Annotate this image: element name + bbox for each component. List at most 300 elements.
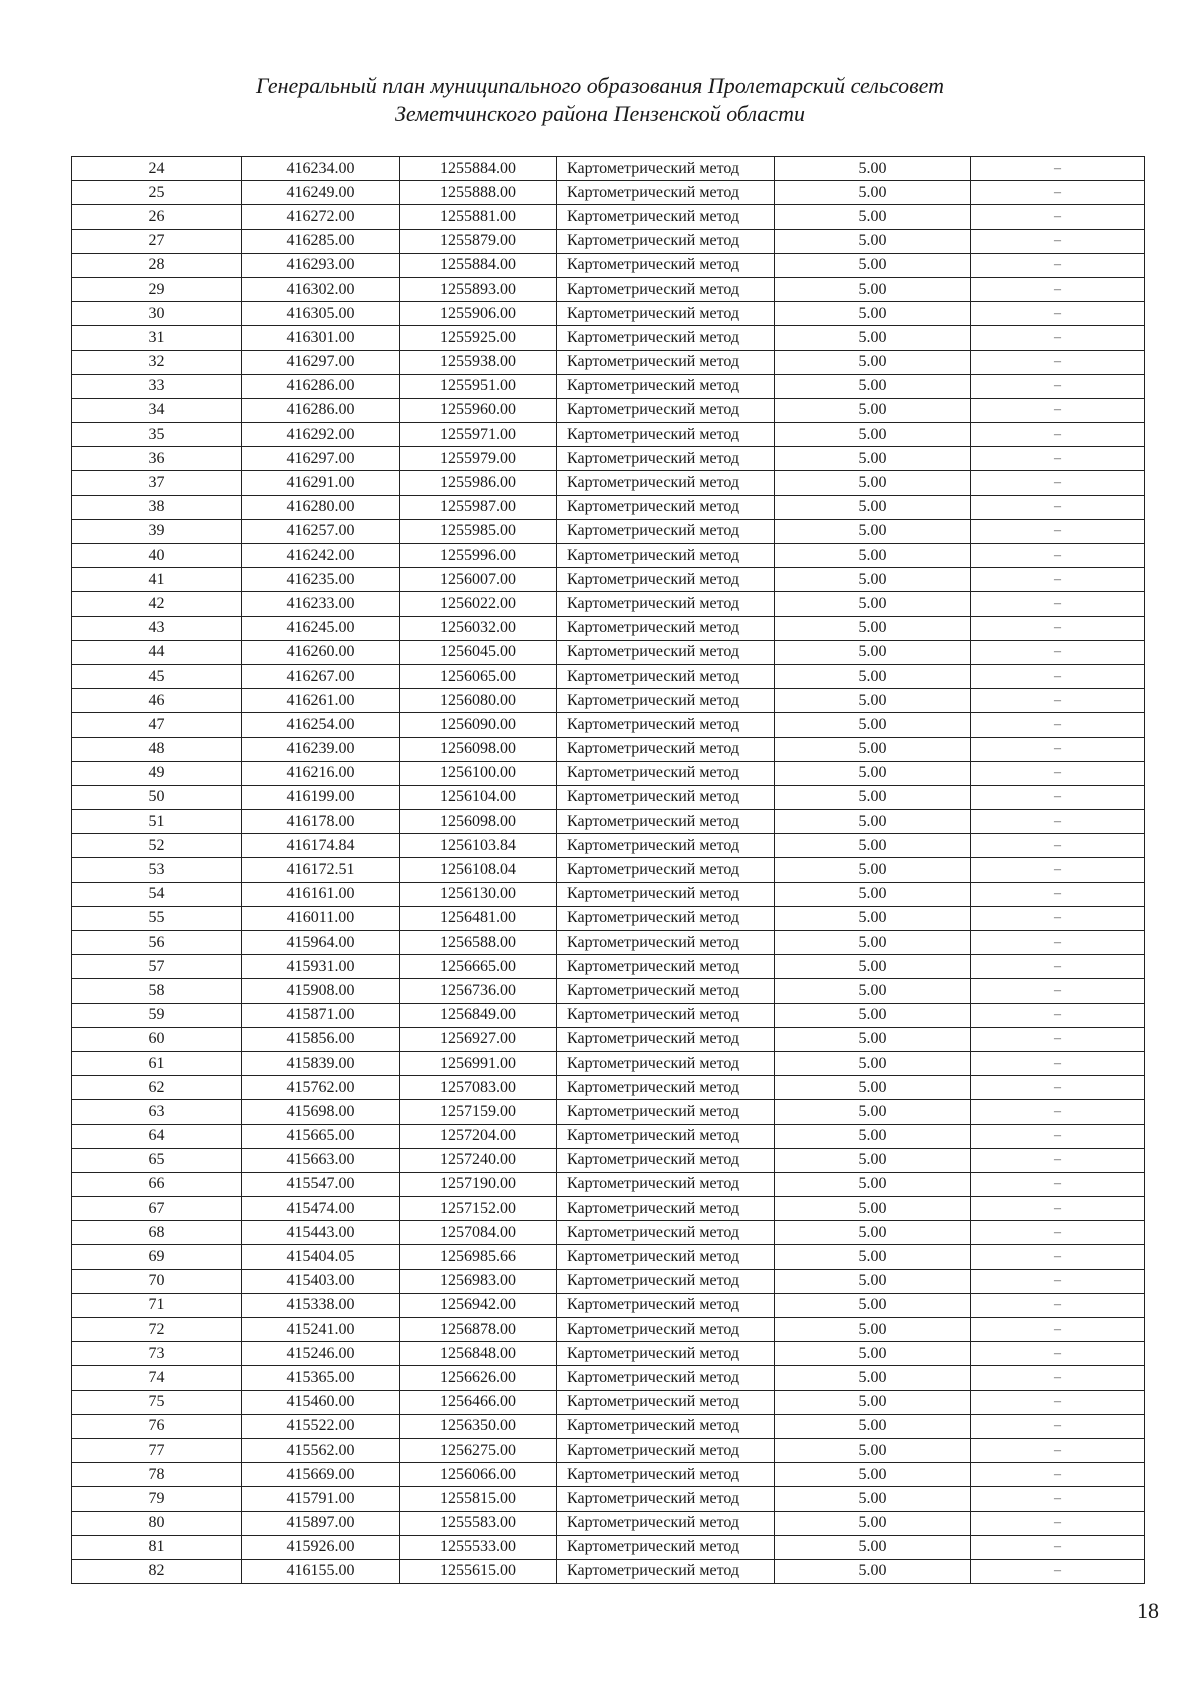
accuracy-cell: 5.00 [775, 1245, 971, 1269]
method-cell: Картометрический метод [557, 1148, 775, 1172]
table-row [72, 1438, 1145, 1462]
method-cell: Картометрический метод [557, 1366, 775, 1390]
method-cell: Картометрический метод [557, 350, 775, 374]
accuracy-cell: 5.00 [775, 398, 971, 422]
table-row [72, 906, 1145, 930]
description-cell: – [971, 882, 1145, 906]
point-number-cell: 33 [72, 374, 242, 398]
y-coordinate-cell: 1256927.00 [400, 1027, 557, 1051]
x-coordinate-cell: 416291.00 [242, 471, 400, 495]
y-coordinate-cell: 1255884.00 [400, 157, 557, 181]
table-row [72, 810, 1145, 834]
method-cell: Картометрический метод [557, 519, 775, 543]
x-coordinate-cell: 415246.00 [242, 1342, 400, 1366]
coordinates-table-body [72, 157, 1145, 1584]
description-cell: – [971, 374, 1145, 398]
table-row [72, 326, 1145, 350]
description-cell: – [971, 229, 1145, 253]
method-cell: Картометрический метод [557, 229, 775, 253]
table-row [72, 1269, 1145, 1293]
description-cell: – [971, 326, 1145, 350]
table-row [72, 1487, 1145, 1511]
y-coordinate-cell: 1255583.00 [400, 1511, 557, 1535]
point-number-cell: 43 [72, 616, 242, 640]
table-row [72, 568, 1145, 592]
x-coordinate-cell: 416293.00 [242, 253, 400, 277]
method-cell: Картометрический метод [557, 689, 775, 713]
table-row [72, 1051, 1145, 1075]
x-coordinate-cell: 415698.00 [242, 1100, 400, 1124]
y-coordinate-cell: 1256080.00 [400, 689, 557, 713]
table-row [72, 1559, 1145, 1583]
accuracy-cell: 5.00 [775, 592, 971, 616]
table-row [72, 1172, 1145, 1196]
description-cell: – [971, 1511, 1145, 1535]
method-cell: Картометрический метод [557, 1414, 775, 1438]
point-number-cell: 27 [72, 229, 242, 253]
x-coordinate-cell: 415460.00 [242, 1390, 400, 1414]
description-cell: – [971, 447, 1145, 471]
description-cell: – [971, 423, 1145, 447]
y-coordinate-cell: 1256849.00 [400, 1003, 557, 1027]
table-row [72, 205, 1145, 229]
method-cell: Картометрический метод [557, 447, 775, 471]
accuracy-cell: 5.00 [775, 834, 971, 858]
method-cell: Картометрический метод [557, 834, 775, 858]
accuracy-cell: 5.00 [775, 471, 971, 495]
x-coordinate-cell: 416199.00 [242, 785, 400, 809]
x-coordinate-cell: 416301.00 [242, 326, 400, 350]
description-cell: – [971, 1535, 1145, 1559]
table-row [72, 447, 1145, 471]
table-row [72, 1463, 1145, 1487]
description-cell: – [971, 640, 1145, 664]
accuracy-cell: 5.00 [775, 277, 971, 301]
point-number-cell: 76 [72, 1414, 242, 1438]
accuracy-cell: 5.00 [775, 785, 971, 809]
description-cell: – [971, 253, 1145, 277]
description-cell: – [971, 1221, 1145, 1245]
point-number-cell: 38 [72, 495, 242, 519]
description-cell: – [971, 689, 1145, 713]
accuracy-cell: 5.00 [775, 640, 971, 664]
x-coordinate-cell: 415839.00 [242, 1051, 400, 1075]
accuracy-cell: 5.00 [775, 519, 971, 543]
y-coordinate-cell: 1256350.00 [400, 1414, 557, 1438]
accuracy-cell: 5.00 [775, 495, 971, 519]
method-cell: Картометрический метод [557, 1293, 775, 1317]
x-coordinate-cell: 415404.05 [242, 1245, 400, 1269]
x-coordinate-cell: 416155.00 [242, 1559, 400, 1583]
point-number-cell: 78 [72, 1463, 242, 1487]
method-cell: Картометрический метод [557, 1027, 775, 1051]
accuracy-cell: 5.00 [775, 955, 971, 979]
point-number-cell: 47 [72, 713, 242, 737]
table-row [72, 1100, 1145, 1124]
point-number-cell: 25 [72, 181, 242, 205]
x-coordinate-cell: 415791.00 [242, 1487, 400, 1511]
method-cell: Картометрический метод [557, 374, 775, 398]
point-number-cell: 37 [72, 471, 242, 495]
y-coordinate-cell: 1256104.00 [400, 785, 557, 809]
accuracy-cell: 5.00 [775, 205, 971, 229]
method-cell: Картометрический метод [557, 1197, 775, 1221]
accuracy-cell: 5.00 [775, 544, 971, 568]
x-coordinate-cell: 416245.00 [242, 616, 400, 640]
description-cell: – [971, 1463, 1145, 1487]
description-cell: – [971, 181, 1145, 205]
table-row [72, 1076, 1145, 1100]
method-cell: Картометрический метод [557, 398, 775, 422]
table-row [72, 229, 1145, 253]
accuracy-cell: 5.00 [775, 1390, 971, 1414]
point-number-cell: 51 [72, 810, 242, 834]
y-coordinate-cell: 1255960.00 [400, 398, 557, 422]
x-coordinate-cell: 416297.00 [242, 350, 400, 374]
point-number-cell: 36 [72, 447, 242, 471]
point-number-cell: 39 [72, 519, 242, 543]
method-cell: Картометрический метод [557, 157, 775, 181]
point-number-cell: 30 [72, 302, 242, 326]
x-coordinate-cell: 416286.00 [242, 398, 400, 422]
x-coordinate-cell: 415663.00 [242, 1148, 400, 1172]
description-cell: – [971, 1559, 1145, 1583]
point-number-cell: 75 [72, 1390, 242, 1414]
method-cell: Картометрический метод [557, 592, 775, 616]
point-number-cell: 58 [72, 979, 242, 1003]
accuracy-cell: 5.00 [775, 568, 971, 592]
accuracy-cell: 5.00 [775, 1559, 971, 1583]
point-number-cell: 29 [72, 277, 242, 301]
method-cell: Картометрический метод [557, 906, 775, 930]
y-coordinate-cell: 1257159.00 [400, 1100, 557, 1124]
table-row [72, 592, 1145, 616]
x-coordinate-cell: 416249.00 [242, 181, 400, 205]
description-cell: – [971, 664, 1145, 688]
x-coordinate-cell: 415665.00 [242, 1124, 400, 1148]
method-cell: Картометрический метод [557, 616, 775, 640]
accuracy-cell: 5.00 [775, 1221, 971, 1245]
accuracy-cell: 5.00 [775, 350, 971, 374]
table-row [72, 664, 1145, 688]
accuracy-cell: 5.00 [775, 1269, 971, 1293]
method-cell: Картометрический метод [557, 181, 775, 205]
x-coordinate-cell: 415403.00 [242, 1269, 400, 1293]
accuracy-cell: 5.00 [775, 1318, 971, 1342]
x-coordinate-cell: 415522.00 [242, 1414, 400, 1438]
description-cell: – [971, 979, 1145, 1003]
accuracy-cell: 5.00 [775, 1366, 971, 1390]
table-row [72, 1221, 1145, 1245]
y-coordinate-cell: 1255533.00 [400, 1535, 557, 1559]
description-cell: – [971, 834, 1145, 858]
x-coordinate-cell: 416285.00 [242, 229, 400, 253]
y-coordinate-cell: 1255893.00 [400, 277, 557, 301]
method-cell: Картометрический метод [557, 568, 775, 592]
description-cell: – [971, 495, 1145, 519]
point-number-cell: 44 [72, 640, 242, 664]
x-coordinate-cell: 416161.00 [242, 882, 400, 906]
table-row [72, 1318, 1145, 1342]
table-row [72, 350, 1145, 374]
method-cell: Картометрический метод [557, 302, 775, 326]
x-coordinate-cell: 415964.00 [242, 931, 400, 955]
accuracy-cell: 5.00 [775, 737, 971, 761]
point-number-cell: 68 [72, 1221, 242, 1245]
description-cell: – [971, 398, 1145, 422]
table-row [72, 979, 1145, 1003]
accuracy-cell: 5.00 [775, 229, 971, 253]
table-row [72, 253, 1145, 277]
point-number-cell: 79 [72, 1487, 242, 1511]
y-coordinate-cell: 1256588.00 [400, 931, 557, 955]
point-number-cell: 53 [72, 858, 242, 882]
y-coordinate-cell: 1256942.00 [400, 1293, 557, 1317]
table-row [72, 931, 1145, 955]
method-cell: Картометрический метод [557, 326, 775, 350]
point-number-cell: 72 [72, 1318, 242, 1342]
point-number-cell: 63 [72, 1100, 242, 1124]
y-coordinate-cell: 1255979.00 [400, 447, 557, 471]
accuracy-cell: 5.00 [775, 157, 971, 181]
description-cell: – [971, 1148, 1145, 1172]
point-number-cell: 74 [72, 1366, 242, 1390]
method-cell: Картометрический метод [557, 495, 775, 519]
accuracy-cell: 5.00 [775, 713, 971, 737]
accuracy-cell: 5.00 [775, 1511, 971, 1535]
y-coordinate-cell: 1255906.00 [400, 302, 557, 326]
header-line-1: Генеральный план муниципального образования Пролетарский сельсовет [255, 73, 944, 98]
y-coordinate-cell: 1256275.00 [400, 1438, 557, 1462]
accuracy-cell: 5.00 [775, 1124, 971, 1148]
y-coordinate-cell: 1255884.00 [400, 253, 557, 277]
accuracy-cell: 5.00 [775, 616, 971, 640]
point-number-cell: 61 [72, 1051, 242, 1075]
x-coordinate-cell: 415908.00 [242, 979, 400, 1003]
table-row [72, 398, 1145, 422]
description-cell: – [971, 955, 1145, 979]
table-row [72, 374, 1145, 398]
method-cell: Картометрический метод [557, 664, 775, 688]
point-number-cell: 77 [72, 1438, 242, 1462]
accuracy-cell: 5.00 [775, 1197, 971, 1221]
accuracy-cell: 5.00 [775, 374, 971, 398]
table-row [72, 544, 1145, 568]
x-coordinate-cell: 415897.00 [242, 1511, 400, 1535]
y-coordinate-cell: 1256481.00 [400, 906, 557, 930]
description-cell: – [971, 519, 1145, 543]
accuracy-cell: 5.00 [775, 906, 971, 930]
x-coordinate-cell: 416280.00 [242, 495, 400, 519]
y-coordinate-cell: 1256108.04 [400, 858, 557, 882]
table-row [72, 1511, 1145, 1535]
description-cell: – [971, 1003, 1145, 1027]
method-cell: Картометрический метод [557, 1463, 775, 1487]
accuracy-cell: 5.00 [775, 689, 971, 713]
y-coordinate-cell: 1256665.00 [400, 955, 557, 979]
method-cell: Картометрический метод [557, 277, 775, 301]
y-coordinate-cell: 1257204.00 [400, 1124, 557, 1148]
x-coordinate-cell: 416302.00 [242, 277, 400, 301]
y-coordinate-cell: 1255971.00 [400, 423, 557, 447]
description-cell: – [971, 1124, 1145, 1148]
method-cell: Картометрический метод [557, 1511, 775, 1535]
point-number-cell: 48 [72, 737, 242, 761]
accuracy-cell: 5.00 [775, 326, 971, 350]
method-cell: Картометрический метод [557, 1535, 775, 1559]
table-row [72, 1124, 1145, 1148]
y-coordinate-cell: 1256022.00 [400, 592, 557, 616]
x-coordinate-cell: 415931.00 [242, 955, 400, 979]
description-cell: – [971, 1293, 1145, 1317]
description-cell: – [971, 737, 1145, 761]
point-number-cell: 67 [72, 1197, 242, 1221]
x-coordinate-cell: 416178.00 [242, 810, 400, 834]
description-cell: – [971, 1366, 1145, 1390]
description-cell: – [971, 471, 1145, 495]
description-cell: – [971, 1100, 1145, 1124]
y-coordinate-cell: 1256130.00 [400, 882, 557, 906]
description-cell: – [971, 1390, 1145, 1414]
accuracy-cell: 5.00 [775, 664, 971, 688]
y-coordinate-cell: 1256103.84 [400, 834, 557, 858]
x-coordinate-cell: 415547.00 [242, 1172, 400, 1196]
point-number-cell: 40 [72, 544, 242, 568]
point-number-cell: 35 [72, 423, 242, 447]
table-row [72, 761, 1145, 785]
accuracy-cell: 5.00 [775, 1414, 971, 1438]
table-row [72, 785, 1145, 809]
method-cell: Картометрический метод [557, 471, 775, 495]
accuracy-cell: 5.00 [775, 1148, 971, 1172]
table-row [72, 858, 1145, 882]
accuracy-cell: 5.00 [775, 1100, 971, 1124]
point-number-cell: 32 [72, 350, 242, 374]
x-coordinate-cell: 416297.00 [242, 447, 400, 471]
description-cell: – [971, 1076, 1145, 1100]
description-cell: – [971, 1438, 1145, 1462]
method-cell: Картометрический метод [557, 423, 775, 447]
point-number-cell: 24 [72, 157, 242, 181]
y-coordinate-cell: 1256736.00 [400, 979, 557, 1003]
description-cell: – [971, 350, 1145, 374]
x-coordinate-cell: 416260.00 [242, 640, 400, 664]
table-row [72, 1197, 1145, 1221]
point-number-cell: 60 [72, 1027, 242, 1051]
description-cell: – [971, 785, 1145, 809]
table-row [72, 1148, 1145, 1172]
description-cell: – [971, 277, 1145, 301]
description-cell: – [971, 906, 1145, 930]
table-row [72, 1414, 1145, 1438]
description-cell: – [971, 713, 1145, 737]
accuracy-cell: 5.00 [775, 1438, 971, 1462]
table-row [72, 882, 1145, 906]
method-cell: Картометрический метод [557, 640, 775, 664]
y-coordinate-cell: 1255987.00 [400, 495, 557, 519]
x-coordinate-cell: 416239.00 [242, 737, 400, 761]
description-cell: – [971, 616, 1145, 640]
accuracy-cell: 5.00 [775, 1535, 971, 1559]
point-number-cell: 65 [72, 1148, 242, 1172]
accuracy-cell: 5.00 [775, 423, 971, 447]
method-cell: Картометрический метод [557, 1124, 775, 1148]
description-cell: – [971, 568, 1145, 592]
description-cell: – [971, 1027, 1145, 1051]
point-number-cell: 59 [72, 1003, 242, 1027]
x-coordinate-cell: 416234.00 [242, 157, 400, 181]
x-coordinate-cell: 415338.00 [242, 1293, 400, 1317]
accuracy-cell: 5.00 [775, 1463, 971, 1487]
point-number-cell: 70 [72, 1269, 242, 1293]
point-number-cell: 66 [72, 1172, 242, 1196]
accuracy-cell: 5.00 [775, 253, 971, 277]
table-row [72, 519, 1145, 543]
accuracy-cell: 5.00 [775, 1487, 971, 1511]
y-coordinate-cell: 1255996.00 [400, 544, 557, 568]
method-cell: Картометрический метод [557, 1172, 775, 1196]
point-number-cell: 57 [72, 955, 242, 979]
y-coordinate-cell: 1256626.00 [400, 1366, 557, 1390]
description-cell: – [971, 1197, 1145, 1221]
y-coordinate-cell: 1255925.00 [400, 326, 557, 350]
x-coordinate-cell: 415443.00 [242, 1221, 400, 1245]
y-coordinate-cell: 1255615.00 [400, 1559, 557, 1583]
description-cell: – [971, 592, 1145, 616]
description-cell: – [971, 205, 1145, 229]
x-coordinate-cell: 416235.00 [242, 568, 400, 592]
method-cell: Картометрический метод [557, 1051, 775, 1075]
method-cell: Картометрический метод [557, 761, 775, 785]
method-cell: Картометрический метод [557, 1438, 775, 1462]
point-number-cell: 26 [72, 205, 242, 229]
x-coordinate-cell: 416216.00 [242, 761, 400, 785]
accuracy-cell: 5.00 [775, 810, 971, 834]
table-row [72, 616, 1145, 640]
x-coordinate-cell: 416305.00 [242, 302, 400, 326]
description-cell: – [971, 1172, 1145, 1196]
x-coordinate-cell: 416174.84 [242, 834, 400, 858]
point-number-cell: 41 [72, 568, 242, 592]
point-number-cell: 46 [72, 689, 242, 713]
point-number-cell: 42 [72, 592, 242, 616]
y-coordinate-cell: 1256100.00 [400, 761, 557, 785]
y-coordinate-cell: 1256090.00 [400, 713, 557, 737]
description-cell: – [971, 1414, 1145, 1438]
y-coordinate-cell: 1257084.00 [400, 1221, 557, 1245]
y-coordinate-cell: 1256045.00 [400, 640, 557, 664]
point-number-cell: 82 [72, 1559, 242, 1583]
description-cell: – [971, 1342, 1145, 1366]
coordinates-table [71, 156, 1145, 1584]
x-coordinate-cell: 416172.51 [242, 858, 400, 882]
y-coordinate-cell: 1255815.00 [400, 1487, 557, 1511]
point-number-cell: 54 [72, 882, 242, 906]
point-number-cell: 55 [72, 906, 242, 930]
method-cell: Картометрический метод [557, 1245, 775, 1269]
y-coordinate-cell: 1257240.00 [400, 1148, 557, 1172]
accuracy-cell: 5.00 [775, 882, 971, 906]
table-row [72, 737, 1145, 761]
x-coordinate-cell: 416011.00 [242, 906, 400, 930]
table-row [72, 1535, 1145, 1559]
method-cell: Картометрический метод [557, 858, 775, 882]
y-coordinate-cell: 1256985.66 [400, 1245, 557, 1269]
accuracy-cell: 5.00 [775, 761, 971, 785]
table-row [72, 640, 1145, 664]
method-cell: Картометрический метод [557, 1100, 775, 1124]
table-row [72, 1293, 1145, 1317]
